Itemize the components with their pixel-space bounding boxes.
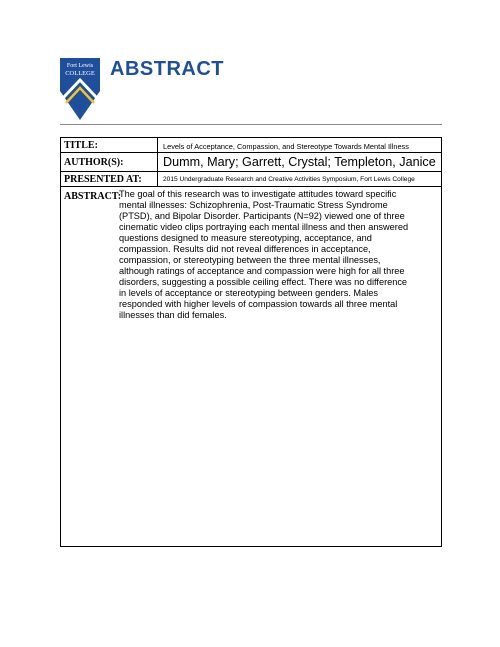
header-divider	[60, 124, 442, 125]
svg-text:Fort Lewis: Fort Lewis	[66, 63, 94, 69]
abstract-text: The goal of this research was to investigate attitudes toward specific mental illnesses: Schizophrenia, Post-Traumatic Stress Syndrome (PTSD), and Bipolar Disorder. Participants (N=92) viewed one of three cinematic video clips portraying each mental illness and then answered questions designed to measure stereotyping, acceptance, and compassion. Results did not reveal differences in acceptance, compassion, or stereotyping between the three mental illnesses, although ratings of acceptance and compassion were high for all three disorders, suggesting a possible ceiling effect. There was no difference in levels of acceptance or stereotyping between genders. Males responded with higher levels of compassion towards all three mental illnesses than did females.	[119, 189, 409, 320]
presented-label: PRESENTED AT:	[61, 172, 158, 186]
presented-value: 2015 Undergraduate Research and Creative Activities Symposium, Fort Lewis College	[163, 176, 415, 183]
authors-row	[61, 153, 441, 172]
title-value: Levels of Acceptance, Compassion, and Stereotype Towards Mental Illness	[163, 142, 409, 151]
title-label: TITLE:	[61, 138, 158, 152]
authors-label: AUTHOR(S):	[61, 153, 158, 171]
authors-value: Dumm, Mary; Garrett, Crystal; Templeton, Janice	[163, 155, 436, 169]
presented-row	[61, 172, 441, 187]
abstract-label: ABSTRACT:	[64, 191, 122, 202]
title-row	[61, 138, 441, 153]
page-title: ABSTRACT	[110, 58, 224, 80]
college-logo	[60, 58, 100, 120]
svg-text:COLLEGE: COLLEGE	[65, 70, 95, 77]
abstract-form	[60, 137, 442, 547]
